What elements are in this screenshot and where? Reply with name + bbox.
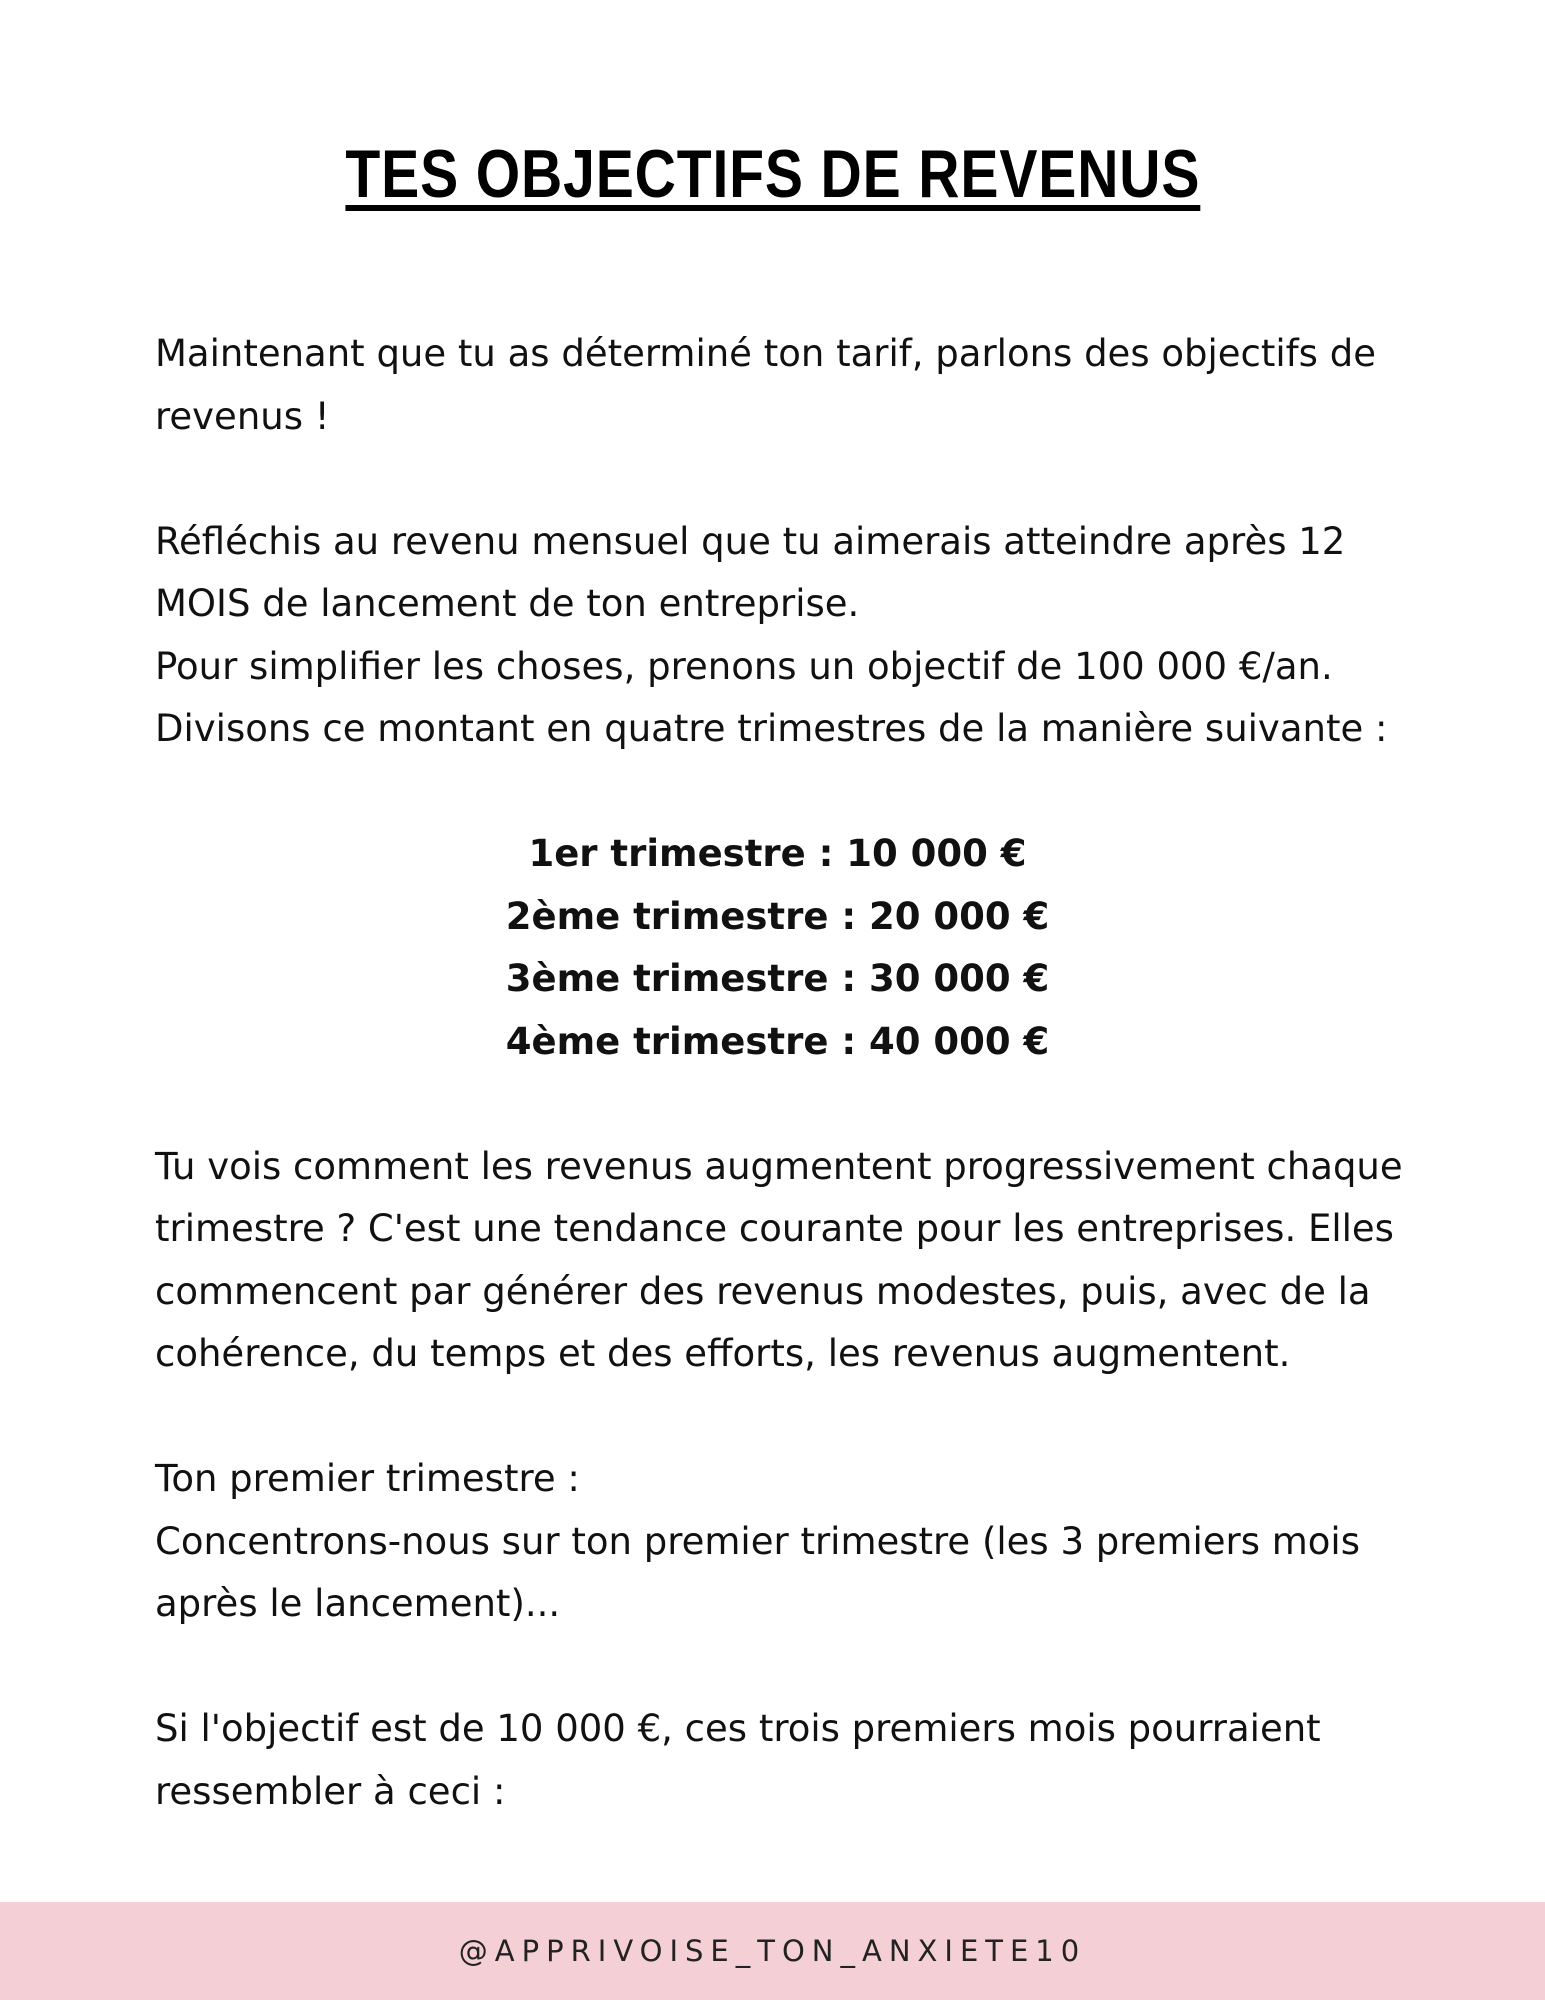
page-title-text: TES OBJECTIFS DE REVENUS: [345, 136, 1200, 212]
quarter-targets-list: [155, 823, 1400, 1073]
footer-banner: [0, 1902, 1545, 2000]
paragraph-spacer: [155, 761, 1415, 824]
quarter-target-1: 1er trimestre : 10 000 €: [528, 832, 1027, 875]
intro-line: Maintenant que tu as déterminé ton tarif, parlons des objectifs de: [155, 332, 1376, 375]
reflect-line: Réfléchis au revenu mensuel que tu aimerais atteindre après 12: [155, 519, 1346, 563]
document-body: [155, 323, 1415, 1823]
paragraph-spacer: [155, 448, 1415, 511]
paragraph-spacer: [155, 1073, 1415, 1136]
quarter-target-3: 3ème trimestre : 30 000 €: [505, 957, 1050, 1000]
first-quarter-line: Concentrons-nous sur ton premier trimestre (les 3 premiers mois: [155, 1519, 1360, 1563]
reflect-paragraph: [155, 511, 1415, 761]
paragraph-spacer: [155, 1386, 1415, 1449]
reflect-line: Pour simplifier les choses, prenons un objectif de 100 000 €/an.: [155, 644, 1333, 688]
trend-line: Tu vois comment les revenus augmentent progressivement chaque: [155, 1144, 1403, 1188]
first-quarter-line: Ton premier trimestre :: [155, 1457, 580, 1500]
objective-line: Si l'objectif est de 10 000 €, ces trois premiers mois pourraient: [155, 1707, 1321, 1750]
intro-paragraph: [155, 323, 1415, 448]
objective-line: ressembler à ceci :: [155, 1769, 506, 1813]
trend-line: commencent par générer des revenus modestes, puis, avec de la: [155, 1269, 1371, 1313]
reflect-line: MOIS de lancement de ton entreprise.: [155, 582, 860, 625]
reflect-line: Divisons ce montant en quatre trimestres de la manière suivante :: [155, 707, 1388, 750]
objective-paragraph: [155, 1698, 1415, 1823]
footer-handle: @APPRIVOISE_TON_ANXIETE10: [458, 1934, 1087, 1968]
trend-line: trimestre ? C'est une tendance courante pour les entreprises. Elles: [155, 1207, 1394, 1250]
first-quarter-paragraph: [155, 1448, 1415, 1636]
page-title: [0, 136, 1545, 212]
trend-paragraph: [155, 1136, 1415, 1386]
intro-line: revenus !: [155, 394, 330, 438]
first-quarter-line: après le lancement)...: [155, 1582, 561, 1625]
quarter-target-4: 4ème trimestre : 40 000 €: [505, 1019, 1050, 1063]
quarter-target-2: 2ème trimestre : 20 000 €: [505, 894, 1050, 938]
trend-line: cohérence, du temps et des efforts, les revenus augmentent.: [155, 1332, 1291, 1375]
paragraph-spacer: [155, 1636, 1415, 1699]
